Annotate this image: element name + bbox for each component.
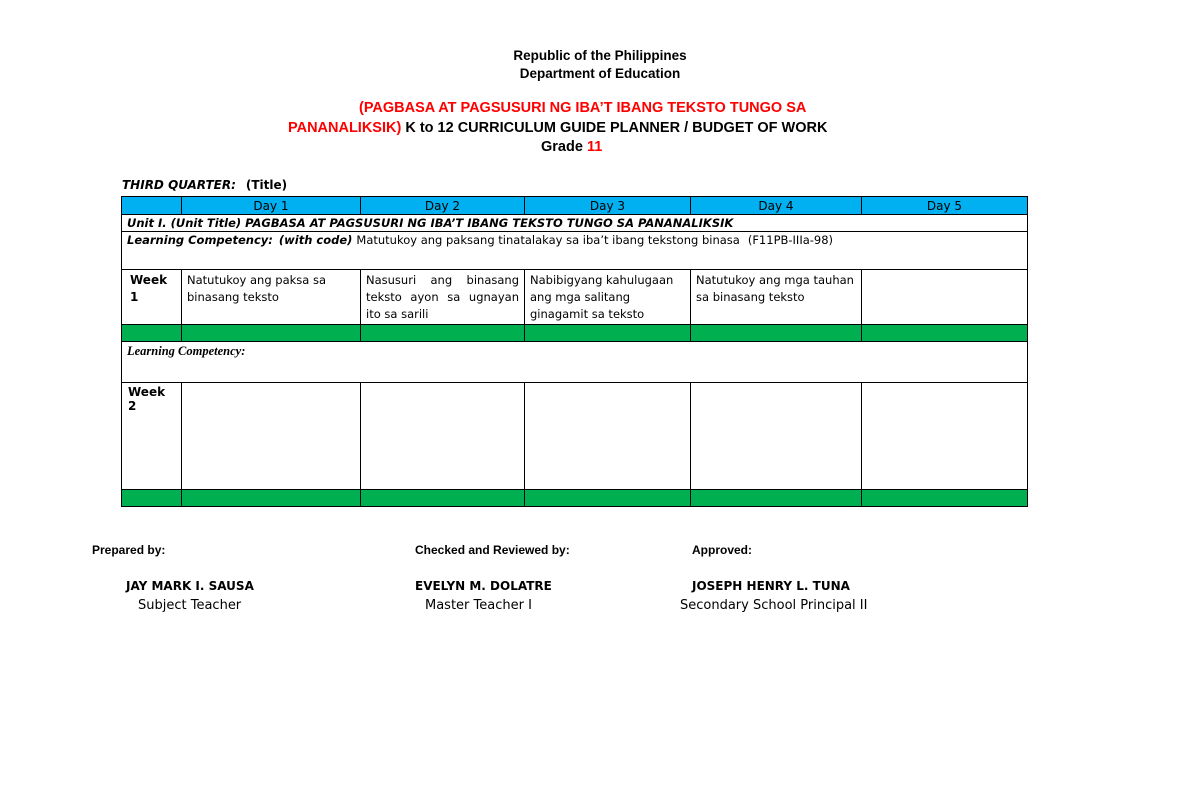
approved-label: Approved: xyxy=(692,543,752,557)
unit-title: Unit I. (Unit Title) PAGBASA AT PAGSUSURI NG IBA’T IBANG TEKSTO TUNGO SA PANANALIKSIK xyxy=(122,215,1028,232)
green-cell xyxy=(525,325,691,342)
green-separator-row xyxy=(122,490,1028,507)
week-1-day-1: Natutukoy ang paksa sa binasang teksto xyxy=(182,270,361,325)
competency-row-2 xyxy=(122,342,1028,383)
competency-code: (F11PB-IIIa-98) xyxy=(747,233,834,247)
quarter-title: (Title) xyxy=(245,178,288,192)
day-header-row xyxy=(122,197,1028,215)
week-label: Week 2 xyxy=(122,383,182,490)
week-2-day-5 xyxy=(862,383,1028,490)
week-2-day-2 xyxy=(361,383,525,490)
green-cell xyxy=(862,325,1028,342)
prepared-by-position: Subject Teacher xyxy=(138,598,242,613)
quarter-label: THIRD QUARTER: xyxy=(122,178,236,192)
approved-name: JOSEPH HENRY L. TUNA xyxy=(692,579,850,593)
week-1-day-5 xyxy=(862,270,1028,325)
week-1-day-4: Natutukoy ang mga tauhan sa binasang teksto xyxy=(691,270,862,325)
prepared-by-name: JAY MARK I. SAUSA xyxy=(126,579,254,593)
green-cell xyxy=(122,325,182,342)
quarter-heading xyxy=(122,178,287,192)
checked-by-label: Checked and Reviewed by: xyxy=(415,543,570,557)
week-label: Week 1 xyxy=(122,270,182,325)
unit-row xyxy=(122,215,1028,232)
competency-code-label: (with code) xyxy=(278,233,353,247)
week-2-day-1 xyxy=(182,383,361,490)
competency-row-1 xyxy=(122,232,1028,270)
day-header: Day 1 xyxy=(182,197,361,215)
competency-label-2: Learning Competency: xyxy=(122,342,1028,383)
green-separator-row xyxy=(122,325,1028,342)
day-header: Day 4 xyxy=(691,197,862,215)
green-cell xyxy=(691,490,862,507)
week-1-day-2: Nasusuri ang binasang teksto ayon sa ugnayan ito sa sarili xyxy=(361,270,525,325)
checked-by-name: EVELYN M. DOLATRE xyxy=(415,579,552,593)
green-cell xyxy=(182,490,361,507)
approved-position: Secondary School Principal II xyxy=(680,598,868,613)
green-cell xyxy=(525,490,691,507)
grade-label: Grade xyxy=(541,139,587,155)
header-corner xyxy=(122,197,182,215)
department-heading: Department of Education xyxy=(519,66,681,81)
prepared-by-label: Prepared by: xyxy=(92,543,166,557)
day-header: Day 3 xyxy=(525,197,691,215)
day-header: Day 5 xyxy=(862,197,1028,215)
competency-label: Learning Competency: xyxy=(127,233,273,247)
guide-title: K to 12 CURRICULUM GUIDE PLANNER / BUDGET OF WORK xyxy=(401,120,828,136)
week-2-day-4 xyxy=(691,383,862,490)
subject-title-line2 xyxy=(288,120,827,136)
grade-value: 11 xyxy=(586,139,603,155)
week-2-row xyxy=(122,383,1028,490)
week-1-day-3: Nabibigyang kahulugaan ang mga salitang ginagamit sa teksto xyxy=(525,270,691,325)
green-cell xyxy=(691,325,862,342)
budget-of-work-table xyxy=(121,196,1028,507)
green-cell xyxy=(182,325,361,342)
grade-line xyxy=(541,139,602,155)
checked-by-position: Master Teacher I xyxy=(425,598,532,613)
competency-text: Matutukoy ang paksang tinatalakay sa iba’t ibang tekstong binasa xyxy=(356,233,740,247)
week-2-day-3 xyxy=(525,383,691,490)
competency-cell-1 xyxy=(122,232,1028,270)
republic-heading: Republic of the Philippines xyxy=(513,48,687,63)
green-cell xyxy=(361,325,525,342)
week-1-row xyxy=(122,270,1028,325)
subject-title-part2: PANANALIKSIK) xyxy=(288,120,402,136)
green-cell xyxy=(122,490,182,507)
day-header: Day 2 xyxy=(361,197,525,215)
green-cell xyxy=(361,490,525,507)
green-cell xyxy=(862,490,1028,507)
subject-title-line1: (PAGBASA AT PAGSUSURI NG IBA’T IBANG TEKSTO TUNGO SA xyxy=(359,100,807,116)
